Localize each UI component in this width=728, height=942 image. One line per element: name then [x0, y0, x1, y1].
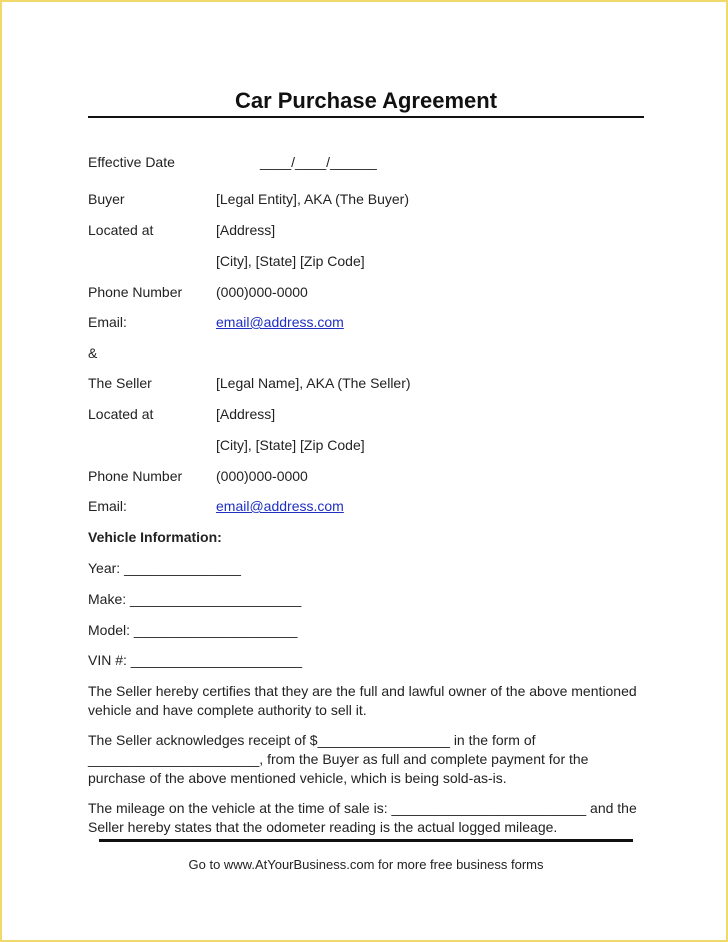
seller-value: [Legal Name], AKA (The Seller): [216, 375, 411, 391]
seller-address-row: [88, 405, 275, 423]
vehicle-year-field: Year: _______________: [88, 560, 241, 576]
seller-email-label: Email:: [88, 498, 127, 514]
seller-city-row: [88, 436, 365, 454]
vehicle-vin-field: VIN #: ______________________: [88, 652, 303, 668]
ownership-paragraph: The Seller hereby certifies that they are the full and lawful owner of the above mentioned vehicle and have complete authority to sell it.: [88, 683, 637, 718]
receipt-paragraph: The Seller acknowledges receipt of $_________________ in the form of ______________________, from the Buyer as full and complete payment for the purchase of the above mentioned vehicle, which is being sold-as-is.: [88, 732, 589, 786]
vehicle-make-field: Make: ______________________: [88, 591, 302, 607]
title-underline: [88, 116, 644, 118]
seller-row: [88, 374, 411, 392]
buyer-located-label: Located at: [88, 222, 154, 238]
buyer-email-link[interactable]: email@address.com: [216, 314, 344, 330]
buyer-row: [88, 190, 409, 208]
buyer-phone-label: Phone Number: [88, 284, 183, 300]
seller-located-label: Located at: [88, 406, 154, 422]
buyer-value: [Legal Entity], AKA (The Buyer): [216, 191, 409, 207]
buyer-email-label: Email:: [88, 314, 127, 330]
buyer-phone: (000)000-0000: [216, 284, 308, 300]
buyer-city-state-zip: [City], [State] [Zip Code]: [216, 253, 365, 269]
buyer-phone-row: [88, 283, 308, 301]
seller-phone-row: [88, 467, 308, 485]
vehicle-model-field: Model: _____________________: [88, 622, 298, 638]
seller-city-state-zip: [City], [State] [Zip Code]: [216, 437, 365, 453]
seller-email-row: [88, 497, 344, 515]
seller-label: The Seller: [88, 375, 152, 391]
buyer-email-row: [88, 313, 344, 331]
buyer-label: Buyer: [88, 191, 125, 207]
seller-email-link[interactable]: email@address.com: [216, 498, 344, 514]
seller-address: [Address]: [216, 406, 276, 422]
vehicle-info-heading: Vehicle Information:: [88, 529, 222, 545]
footer-text: Go to www.AtYourBusiness.com for more free business forms: [188, 857, 544, 872]
effective-date-label: Effective Date: [88, 154, 175, 170]
effective-date-value: ____/____/______: [260, 154, 377, 170]
seller-phone-label: Phone Number: [88, 468, 183, 484]
footer-rule: [99, 839, 633, 842]
document-title: Car Purchase Agreement: [234, 88, 498, 113]
ampersand: &: [88, 345, 98, 361]
buyer-address-row: [88, 221, 275, 239]
buyer-address: [Address]: [216, 222, 276, 238]
buyer-city-row: [88, 252, 365, 270]
effective-date-row: [88, 153, 377, 171]
mileage-paragraph: The mileage on the vehicle at the time of sale is: _________________________ and the Seller hereby states that the odometer reading is the actual logged mileage.: [88, 800, 637, 835]
seller-phone: (000)000-0000: [216, 468, 308, 484]
